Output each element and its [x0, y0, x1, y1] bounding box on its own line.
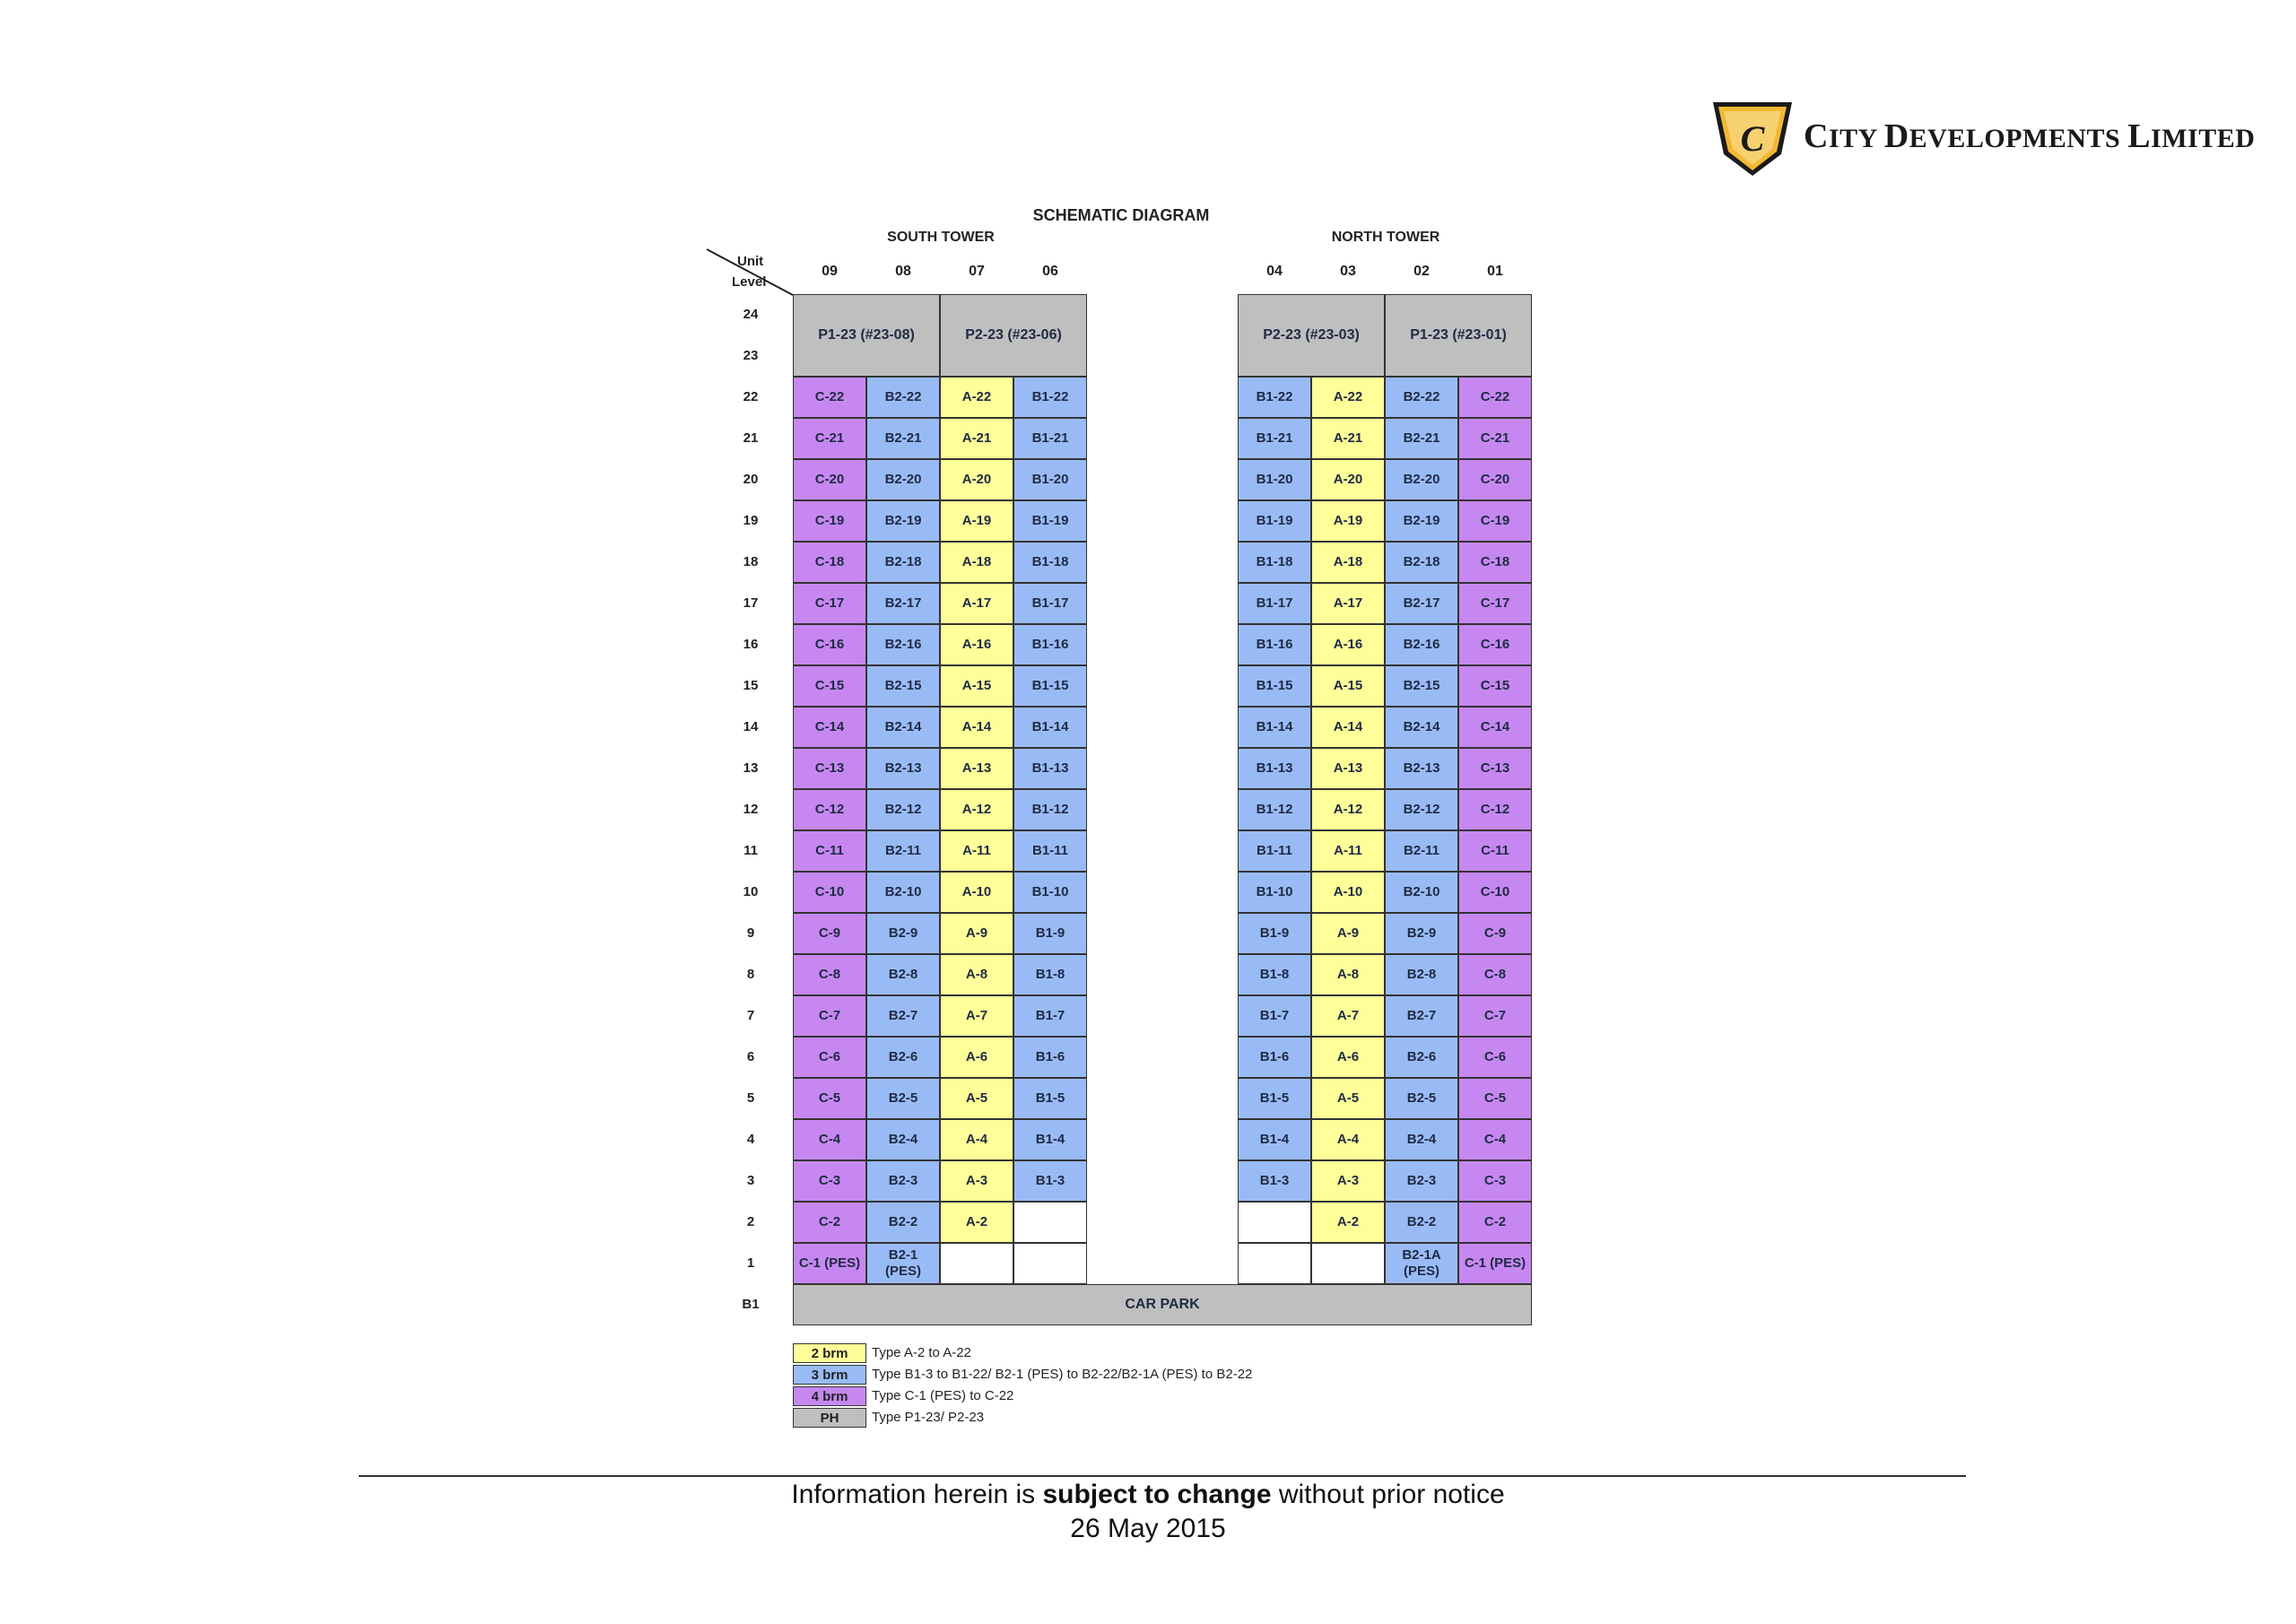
unit-cell: B2-19 [1385, 500, 1458, 542]
unit-cell: C-16 [793, 624, 866, 665]
unit-cell: B2-20 [1385, 459, 1458, 500]
unit-cell: B1-17 [1238, 583, 1311, 624]
unit-cell: B1-20 [1238, 459, 1311, 500]
unit-cell: C-22 [793, 377, 866, 418]
level-label: 16 [743, 637, 759, 652]
unit-cell: A-2 [1311, 1202, 1385, 1243]
unit-cell: C-13 [1458, 748, 1532, 789]
level-label: Level [732, 274, 767, 290]
footer-notice: Information herein is subject to change without prior notice [791, 1480, 1505, 1509]
legend-text: Type C-1 (PES) to C-22 [872, 1388, 1014, 1403]
empty-cell [1238, 1202, 1311, 1243]
unit-cell: A-19 [1311, 500, 1385, 542]
unit-cell: A-13 [1311, 748, 1385, 789]
unit-cell: B2-18 [1385, 542, 1458, 583]
unit-cell: B2-3 [1385, 1160, 1458, 1202]
unit-cell: B1-16 [1013, 624, 1087, 665]
level-label: 9 [746, 925, 755, 941]
unit-cell: C-8 [793, 954, 866, 995]
unit-cell: B2-9 [866, 913, 940, 954]
unit-cell: B2-12 [866, 789, 940, 830]
unit-cell: C-6 [793, 1037, 866, 1078]
unit-cell: B2-17 [1385, 583, 1458, 624]
column-header: 07 [969, 264, 985, 279]
legend-text: Type P1-23/ P2-23 [872, 1410, 985, 1425]
unit-cell: B1-9 [1238, 913, 1311, 954]
unit-cell: C-16 [1458, 624, 1532, 665]
legend-swatch: 3 brm [793, 1365, 866, 1385]
penthouse-unit: P1-23 (#23-01) [1385, 294, 1532, 377]
unit-cell: B2-6 [866, 1037, 940, 1078]
legend-swatch: 2 brm [793, 1343, 866, 1363]
unit-cell: B2-9 [1385, 913, 1458, 954]
unit-cell: C-19 [1458, 500, 1532, 542]
unit-cell: B2-17 [866, 583, 940, 624]
unit-cell: B2-10 [1385, 872, 1458, 913]
unit-cell: B1-18 [1238, 542, 1311, 583]
legend-text: Type B1-3 to B1-22/ B2-1 (PES) to B2-22/B2-1A (PES) to B2-22 [872, 1367, 1253, 1382]
north-tower-title: NORTH TOWER [1331, 230, 1440, 245]
level-label: 13 [743, 760, 759, 776]
level-label: 6 [746, 1049, 755, 1064]
unit-cell: B1-21 [1013, 418, 1087, 459]
unit-cell: A-11 [940, 830, 1013, 872]
level-label: 2 [746, 1214, 755, 1229]
column-header: 08 [895, 264, 911, 279]
unit-cell: B1-12 [1013, 789, 1087, 830]
unit-cell: B1-9 [1013, 913, 1087, 954]
unit-cell: A-20 [940, 459, 1013, 500]
level-label: 18 [743, 554, 759, 569]
unit-cell: B2-4 [1385, 1119, 1458, 1160]
level-label: 21 [743, 430, 759, 446]
unit-cell: A-20 [1311, 459, 1385, 500]
unit-cell: B2-20 [866, 459, 940, 500]
unit-cell: B2-16 [1385, 624, 1458, 665]
unit-cell: A-6 [1311, 1037, 1385, 1078]
unit-cell: A-5 [1311, 1078, 1385, 1119]
unit-cell: B1-16 [1238, 624, 1311, 665]
unit-cell: C-19 [793, 500, 866, 542]
unit-cell: C-14 [1458, 707, 1532, 748]
diagram-title: SCHEMATIC DIAGRAM [1032, 206, 1210, 224]
unit-cell: A-18 [940, 542, 1013, 583]
unit-cell: B1-15 [1013, 665, 1087, 707]
unit-cell: A-10 [1311, 872, 1385, 913]
unit-cell: B2-22 [1385, 377, 1458, 418]
unit-cell: C-4 [793, 1119, 866, 1160]
unit-cell: B1-3 [1238, 1160, 1311, 1202]
unit-cell: A-15 [940, 665, 1013, 707]
unit-cell: A-18 [1311, 542, 1385, 583]
level-label: 15 [743, 678, 759, 693]
unit-cell: B2-22 [866, 377, 940, 418]
level-label: 11 [744, 843, 758, 858]
column-header: 04 [1266, 264, 1283, 279]
unit-cell: B2-1 (PES) [866, 1243, 940, 1284]
unit-cell: A-21 [1311, 418, 1385, 459]
unit-cell: A-22 [1311, 377, 1385, 418]
unit-cell: B2-12 [1385, 789, 1458, 830]
legend-text: Type A-2 to A-22 [872, 1345, 971, 1360]
unit-cell: B2-11 [1385, 830, 1458, 872]
level-label: 14 [743, 719, 759, 734]
column-header: 01 [1487, 264, 1503, 279]
unit-cell: C-1 (PES) [1458, 1243, 1532, 1284]
unit-cell: B2-19 [866, 500, 940, 542]
unit-cell: C-3 [1458, 1160, 1532, 1202]
unit-cell: B2-10 [866, 872, 940, 913]
unit-cell: B2-16 [866, 624, 940, 665]
unit-cell: A-2 [940, 1202, 1013, 1243]
unit-cell: B1-13 [1238, 748, 1311, 789]
unit-cell: B2-5 [866, 1078, 940, 1119]
unit-cell: B1-15 [1238, 665, 1311, 707]
unit-cell: B1-19 [1013, 500, 1087, 542]
unit-cell: B1-6 [1238, 1037, 1311, 1078]
empty-cell [1013, 1202, 1087, 1243]
unit-cell: B2-7 [866, 995, 940, 1037]
column-header: 09 [822, 264, 838, 279]
unit-cell: B1-4 [1013, 1119, 1087, 1160]
unit-cell: A-14 [1311, 707, 1385, 748]
unit-cell: B1-22 [1238, 377, 1311, 418]
unit-cell: B2-14 [1385, 707, 1458, 748]
unit-cell: C-21 [793, 418, 866, 459]
unit-cell: C-20 [793, 459, 866, 500]
footer-date: 26 May 2015 [1070, 1514, 1226, 1543]
unit-cell: B1-14 [1238, 707, 1311, 748]
level-label: 12 [743, 802, 759, 817]
unit-cell: B1-21 [1238, 418, 1311, 459]
unit-cell: C-6 [1458, 1037, 1532, 1078]
unit-cell: C-2 [793, 1202, 866, 1243]
car-park: CAR PARK [793, 1284, 1532, 1325]
unit-cell: B1-19 [1238, 500, 1311, 542]
level-label: 7 [746, 1008, 755, 1023]
level-label: 1 [746, 1255, 755, 1271]
unit-cell: A-9 [1311, 913, 1385, 954]
unit-cell: A-17 [940, 583, 1013, 624]
level-label: 23 [743, 348, 759, 363]
unit-cell: C-21 [1458, 418, 1532, 459]
empty-cell [1238, 1243, 1311, 1284]
unit-cell: C-4 [1458, 1119, 1532, 1160]
unit-cell: B1-20 [1013, 459, 1087, 500]
unit-cell: B1-5 [1013, 1078, 1087, 1119]
unit-cell: A-8 [1311, 954, 1385, 995]
unit-cell: C-7 [1458, 995, 1532, 1037]
penthouse-unit: P2-23 (#23-06) [940, 294, 1087, 377]
level-label: 8 [746, 967, 755, 982]
unit-cell: C-14 [793, 707, 866, 748]
unit-cell: A-12 [940, 789, 1013, 830]
unit-cell: B2-2 [866, 1202, 940, 1243]
unit-cell: B2-5 [1385, 1078, 1458, 1119]
unit-cell: B1-22 [1013, 377, 1087, 418]
empty-cell [1311, 1243, 1385, 1284]
level-label: 20 [743, 472, 759, 487]
unit-cell: A-16 [1311, 624, 1385, 665]
level-label: 22 [743, 389, 759, 404]
unit-cell: B2-21 [1385, 418, 1458, 459]
unit-cell: C-1 (PES) [793, 1243, 866, 1284]
level-label: 4 [746, 1132, 755, 1147]
legend-swatch: 4 brm [793, 1386, 866, 1406]
company-name: CITY DEVELOPMENTS LIMITED [1804, 117, 2256, 155]
unit-cell: C-18 [1458, 542, 1532, 583]
unit-cell: C-8 [1458, 954, 1532, 995]
level-label: 10 [743, 884, 759, 899]
unit-cell: A-3 [940, 1160, 1013, 1202]
unit-cell: B1-8 [1013, 954, 1087, 995]
unit-cell: A-3 [1311, 1160, 1385, 1202]
unit-cell: B2-15 [1385, 665, 1458, 707]
unit-cell: C-12 [1458, 789, 1532, 830]
unit-cell: A-19 [940, 500, 1013, 542]
level-label: 19 [743, 513, 759, 528]
unit-cell: B2-21 [866, 418, 940, 459]
unit-cell: B1-17 [1013, 583, 1087, 624]
company-logo [1709, 99, 2256, 179]
unit-cell: C-11 [793, 830, 866, 872]
empty-cell [1013, 1243, 1087, 1284]
unit-cell: A-15 [1311, 665, 1385, 707]
unit-cell: B1-6 [1013, 1037, 1087, 1078]
unit-cell: B2-14 [866, 707, 940, 748]
unit-cell: B2-13 [866, 748, 940, 789]
unit-cell: C-20 [1458, 459, 1532, 500]
unit-cell: B2-4 [866, 1119, 940, 1160]
cdl-shield-icon [1709, 99, 1796, 179]
unit-cell: A-9 [940, 913, 1013, 954]
unit-cell: C-17 [1458, 583, 1532, 624]
unit-cell: B1-12 [1238, 789, 1311, 830]
unit-cell: B1-11 [1238, 830, 1311, 872]
penthouse-unit: P1-23 (#23-08) [793, 294, 940, 377]
unit-cell: B2-15 [866, 665, 940, 707]
unit-cell: A-6 [940, 1037, 1013, 1078]
unit-cell: C-15 [1458, 665, 1532, 707]
unit-cell: C-5 [793, 1078, 866, 1119]
unit-cell: C-5 [1458, 1078, 1532, 1119]
unit-cell: C-13 [793, 748, 866, 789]
unit-cell: B2-8 [1385, 954, 1458, 995]
unit-cell: B2-8 [866, 954, 940, 995]
unit-cell: B2-2 [1385, 1202, 1458, 1243]
unit-cell: B1-11 [1013, 830, 1087, 872]
level-label: B1 [742, 1297, 760, 1312]
unit-cell: C-15 [793, 665, 866, 707]
unit-cell: A-22 [940, 377, 1013, 418]
unit-cell: C-3 [793, 1160, 866, 1202]
unit-cell: C-12 [793, 789, 866, 830]
unit-cell: B2-6 [1385, 1037, 1458, 1078]
unit-cell: B1-7 [1238, 995, 1311, 1037]
column-header: 02 [1413, 264, 1430, 279]
unit-cell: B2-3 [866, 1160, 940, 1202]
unit-cell: B1-4 [1238, 1119, 1311, 1160]
unit-cell: B2-11 [866, 830, 940, 872]
unit-cell: B2-18 [866, 542, 940, 583]
south-tower-title: SOUTH TOWER [887, 230, 995, 245]
svg-text:C: C [1740, 118, 1765, 159]
unit-cell: B1-10 [1238, 872, 1311, 913]
unit-cell: C-11 [1458, 830, 1532, 872]
unit-cell: B1-7 [1013, 995, 1087, 1037]
column-header: 03 [1340, 264, 1356, 279]
level-label: 5 [746, 1090, 755, 1106]
unit-cell: B2-1A (PES) [1385, 1243, 1458, 1284]
unit-cell: A-16 [940, 624, 1013, 665]
level-label: 3 [746, 1173, 755, 1188]
unit-cell: A-10 [940, 872, 1013, 913]
unit-cell: C-10 [1458, 872, 1532, 913]
unit-cell: C-22 [1458, 377, 1532, 418]
legend-swatch: PH [793, 1408, 866, 1428]
column-header: 06 [1042, 264, 1058, 279]
penthouse-unit: P2-23 (#23-03) [1238, 294, 1385, 377]
footer-divider [359, 1475, 1966, 1477]
unit-cell: B1-10 [1013, 872, 1087, 913]
unit-cell: B1-18 [1013, 542, 1087, 583]
unit-cell: A-7 [940, 995, 1013, 1037]
unit-cell: A-13 [940, 748, 1013, 789]
unit-cell: C-17 [793, 583, 866, 624]
unit-cell: A-11 [1311, 830, 1385, 872]
unit-cell: C-10 [793, 872, 866, 913]
level-label: 17 [743, 595, 759, 611]
unit-cell: A-14 [940, 707, 1013, 748]
unit-cell: B1-14 [1013, 707, 1087, 748]
unit-cell: A-4 [940, 1119, 1013, 1160]
unit-cell: C-9 [793, 913, 866, 954]
unit-cell: A-5 [940, 1078, 1013, 1119]
unit-cell: A-4 [1311, 1119, 1385, 1160]
empty-cell [940, 1243, 1013, 1284]
unit-cell: B1-3 [1013, 1160, 1087, 1202]
unit-cell: A-21 [940, 418, 1013, 459]
unit-cell: A-17 [1311, 583, 1385, 624]
unit-cell: A-8 [940, 954, 1013, 995]
unit-cell: B2-13 [1385, 748, 1458, 789]
unit-cell: B2-7 [1385, 995, 1458, 1037]
level-label: 24 [743, 307, 759, 322]
unit-cell: B1-13 [1013, 748, 1087, 789]
unit-cell: C-2 [1458, 1202, 1532, 1243]
unit-cell: C-18 [793, 542, 866, 583]
unit-cell: A-12 [1311, 789, 1385, 830]
unit-cell: C-7 [793, 995, 866, 1037]
unit-cell: C-9 [1458, 913, 1532, 954]
unit-cell: A-7 [1311, 995, 1385, 1037]
unit-label: Unit [737, 254, 764, 269]
unit-cell: B1-5 [1238, 1078, 1311, 1119]
unit-cell: B1-8 [1238, 954, 1311, 995]
